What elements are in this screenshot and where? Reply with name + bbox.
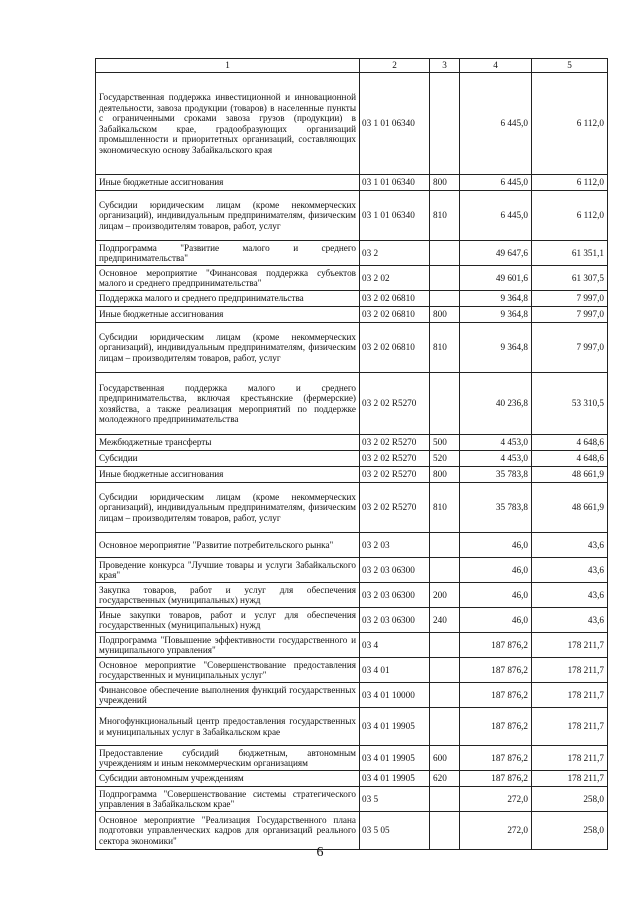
item-code: 03 2 02 R5270	[360, 467, 430, 483]
item-type	[430, 241, 460, 266]
item-type: 800	[430, 467, 460, 483]
table-row	[96, 812, 608, 850]
item-amount-1: 35 783,8	[460, 467, 532, 483]
item-amount-1: 49 647,6	[460, 241, 532, 266]
item-code: 03 2 02 R5270	[360, 373, 430, 435]
item-amount-1: 272,0	[460, 812, 532, 850]
item-code: 03 2 03 06300	[360, 583, 430, 608]
item-amount-1: 9 364,8	[460, 323, 532, 373]
item-amount-1: 4 453,0	[460, 435, 532, 451]
item-type	[430, 291, 460, 307]
table-row	[96, 266, 608, 291]
item-code: 03 1 01 06340	[360, 73, 430, 175]
table-row	[96, 771, 608, 787]
item-amount-2: 48 661,9	[532, 467, 608, 483]
item-amount-2: 7 997,0	[532, 307, 608, 323]
item-amount-1: 6 445,0	[460, 175, 532, 191]
page-number: 6	[316, 845, 324, 860]
item-name: Основное мероприятие "Реализация Государственного плана подготовки управленческих кадров для организаций реального сектора экономики"	[96, 812, 360, 850]
item-code: 03 5	[360, 787, 430, 812]
item-amount-2: 258,0	[532, 787, 608, 812]
header-cell-4: 4	[460, 59, 532, 73]
item-type	[430, 787, 460, 812]
item-type: 800	[430, 175, 460, 191]
table-row	[96, 175, 608, 191]
item-name: Подпрограмма "Повышение эффективности государственного и муниципального управления"	[96, 633, 360, 658]
item-type	[430, 708, 460, 746]
item-amount-2: 61 307,5	[532, 266, 608, 291]
item-code: 03 2 02 06810	[360, 307, 430, 323]
item-code: 03 4 01 19905	[360, 746, 430, 771]
item-type	[430, 558, 460, 583]
item-amount-1: 9 364,8	[460, 307, 532, 323]
item-type	[430, 683, 460, 708]
table-row	[96, 708, 608, 746]
table-row	[96, 73, 608, 175]
item-type: 240	[430, 608, 460, 633]
item-type: 600	[430, 746, 460, 771]
table-row	[96, 683, 608, 708]
item-code: 03 2	[360, 241, 430, 266]
item-name: Основное мероприятие "Развитие потребительского рынка"	[96, 533, 360, 558]
item-amount-1: 6 445,0	[460, 73, 532, 175]
table-row	[96, 608, 608, 633]
item-type	[430, 533, 460, 558]
item-name: Финансовое обеспечение выполнения функций государственных учреждений	[96, 683, 360, 708]
item-code: 03 2 02 06810	[360, 291, 430, 307]
item-name: Предоставление субсидий бюджетным, автономным учреждениям и иным некоммерческим организациям	[96, 746, 360, 771]
item-amount-2: 178 211,7	[532, 771, 608, 787]
item-amount-2: 7 997,0	[532, 323, 608, 373]
item-amount-1: 49 601,6	[460, 266, 532, 291]
item-amount-2: 4 648,6	[532, 435, 608, 451]
header-cell-5: 5	[532, 59, 608, 73]
item-type: 500	[430, 435, 460, 451]
item-name: Многофункциональный центр предоставления государственных и муниципальных услуг в Забайкальском крае	[96, 708, 360, 746]
item-amount-2: 7 997,0	[532, 291, 608, 307]
table-row	[96, 241, 608, 266]
item-name: Иные закупки товаров, работ и услуг для обеспечения государственных (муниципальных) нужд	[96, 608, 360, 633]
item-amount-2: 6 112,0	[532, 175, 608, 191]
table-row	[96, 533, 608, 558]
item-amount-1: 46,0	[460, 608, 532, 633]
item-amount-2: 178 211,7	[532, 746, 608, 771]
item-type	[430, 266, 460, 291]
item-amount-2: 48 661,9	[532, 483, 608, 533]
table-row	[96, 558, 608, 583]
item-name: Межбюджетные трансферты	[96, 435, 360, 451]
item-amount-2: 43,6	[532, 608, 608, 633]
item-name: Субсидии юридическим лицам (кроме некоммерческих организаций), индивидуальным предпринимателям, физическим лицам – производителям товаров, работ, услуг	[96, 323, 360, 373]
item-code: 03 2 03 06300	[360, 608, 430, 633]
item-name: Подпрограмма "Развитие малого и среднего предпринимательства"	[96, 241, 360, 266]
item-amount-1: 187 876,2	[460, 683, 532, 708]
table-row	[96, 323, 608, 373]
item-type: 620	[430, 771, 460, 787]
item-code: 03 2 02 R5270	[360, 483, 430, 533]
item-amount-1: 187 876,2	[460, 708, 532, 746]
item-amount-2: 178 211,7	[532, 683, 608, 708]
table-row	[96, 191, 608, 241]
item-amount-2: 4 648,6	[532, 451, 608, 467]
item-amount-1: 187 876,2	[460, 746, 532, 771]
item-code: 03 4	[360, 633, 430, 658]
item-name: Субсидии автономным учреждениям	[96, 771, 360, 787]
item-name: Субсидии юридическим лицам (кроме некоммерческих организаций), индивидуальным предпринимателям, физическим лицам – производителям товаров, работ, услуг	[96, 483, 360, 533]
item-type	[430, 73, 460, 175]
item-name: Субсидии юридическим лицам (кроме некоммерческих организаций), индивидуальным предпринимателям, физическим лицам – производителям товаров, работ, услуг	[96, 191, 360, 241]
item-code: 03 1 01 06340	[360, 175, 430, 191]
item-name: Государственная поддержка инвестиционной и инновационной деятельности, завоза продукции (товаров) в населенные пункты с ограниченными сроками завоза грузов (продукции) в Забайкальском крае, градообразующих организаций промышленности и приоритетных организаций, составляющих экономическую основу Забайкальского края	[96, 73, 360, 175]
table-row	[96, 658, 608, 683]
item-amount-1: 187 876,2	[460, 633, 532, 658]
item-name: Закупка товаров, работ и услуг для обеспечения государственных (муниципальных) нужд	[96, 583, 360, 608]
item-amount-2: 6 112,0	[532, 73, 608, 175]
table-row	[96, 435, 608, 451]
item-amount-2: 178 211,7	[532, 658, 608, 683]
item-name: Подпрограмма "Совершенствование системы стратегического управления в Забайкальском крае"	[96, 787, 360, 812]
item-amount-1: 4 453,0	[460, 451, 532, 467]
item-amount-1: 187 876,2	[460, 771, 532, 787]
item-code: 03 5 05	[360, 812, 430, 850]
item-code: 03 4 01	[360, 658, 430, 683]
item-amount-1: 35 783,8	[460, 483, 532, 533]
item-code: 03 4 01 10000	[360, 683, 430, 708]
item-name: Государственная поддержка малого и среднего предпринимательства, включая крестьянские (фермерские) хозяйства, а также реализация мероприятий по поддержке молодежного предпринимательства	[96, 373, 360, 435]
item-name: Иные бюджетные ассигнования	[96, 175, 360, 191]
item-amount-2: 258,0	[532, 812, 608, 850]
item-name: Основное мероприятие "Совершенствование предоставления государственных и муниципальных услуг"	[96, 658, 360, 683]
item-amount-1: 272,0	[460, 787, 532, 812]
item-amount-1: 46,0	[460, 558, 532, 583]
item-type: 810	[430, 323, 460, 373]
item-amount-2: 6 112,0	[532, 191, 608, 241]
item-name: Проведение конкурса "Лучшие товары и услуги Забайкальского края"	[96, 558, 360, 583]
item-type	[430, 373, 460, 435]
item-amount-2: 178 211,7	[532, 708, 608, 746]
item-amount-2: 178 211,7	[532, 633, 608, 658]
table-row	[96, 451, 608, 467]
item-name: Субсидии	[96, 451, 360, 467]
item-amount-2: 43,6	[532, 583, 608, 608]
item-code: 03 2 03	[360, 533, 430, 558]
header-cell-1: 1	[96, 59, 360, 73]
item-amount-1: 46,0	[460, 583, 532, 608]
table-row	[96, 633, 608, 658]
item-type: 800	[430, 307, 460, 323]
item-code: 03 2 02 R5270	[360, 435, 430, 451]
item-name: Поддержка малого и среднего предпринимательства	[96, 291, 360, 307]
item-name: Иные бюджетные ассигнования	[96, 307, 360, 323]
item-amount-1: 187 876,2	[460, 658, 532, 683]
item-amount-1: 40 236,8	[460, 373, 532, 435]
item-amount-2: 43,6	[532, 558, 608, 583]
item-code: 03 2 02	[360, 266, 430, 291]
item-amount-2: 43,6	[532, 533, 608, 558]
table-row	[96, 467, 608, 483]
header-cell-2: 2	[360, 59, 430, 73]
table-row	[96, 307, 608, 323]
item-code: 03 1 01 06340	[360, 191, 430, 241]
table-row	[96, 746, 608, 771]
table-row	[96, 291, 608, 307]
item-type	[430, 812, 460, 850]
item-name: Иные бюджетные ассигнования	[96, 467, 360, 483]
header-cell-3: 3	[430, 59, 460, 73]
item-amount-2: 53 310,5	[532, 373, 608, 435]
item-code: 03 4 01 19905	[360, 708, 430, 746]
header-row	[96, 59, 608, 73]
item-name: Основное мероприятие "Финансовая поддержка субъектов малого и среднего предпринимательства"	[96, 266, 360, 291]
budget-table	[95, 58, 608, 850]
item-code: 03 2 02 R5270	[360, 451, 430, 467]
item-amount-2: 61 351,1	[532, 241, 608, 266]
item-code: 03 2 03 06300	[360, 558, 430, 583]
table-row	[96, 787, 608, 812]
item-code: 03 4 01 19905	[360, 771, 430, 787]
item-type	[430, 658, 460, 683]
table-row	[96, 373, 608, 435]
item-type: 810	[430, 483, 460, 533]
item-amount-1: 9 364,8	[460, 291, 532, 307]
item-type	[430, 633, 460, 658]
table-row	[96, 483, 608, 533]
item-amount-1: 46,0	[460, 533, 532, 558]
item-amount-1: 6 445,0	[460, 191, 532, 241]
item-type: 810	[430, 191, 460, 241]
table-row	[96, 583, 608, 608]
item-type: 200	[430, 583, 460, 608]
item-type: 520	[430, 451, 460, 467]
item-code: 03 2 02 06810	[360, 323, 430, 373]
